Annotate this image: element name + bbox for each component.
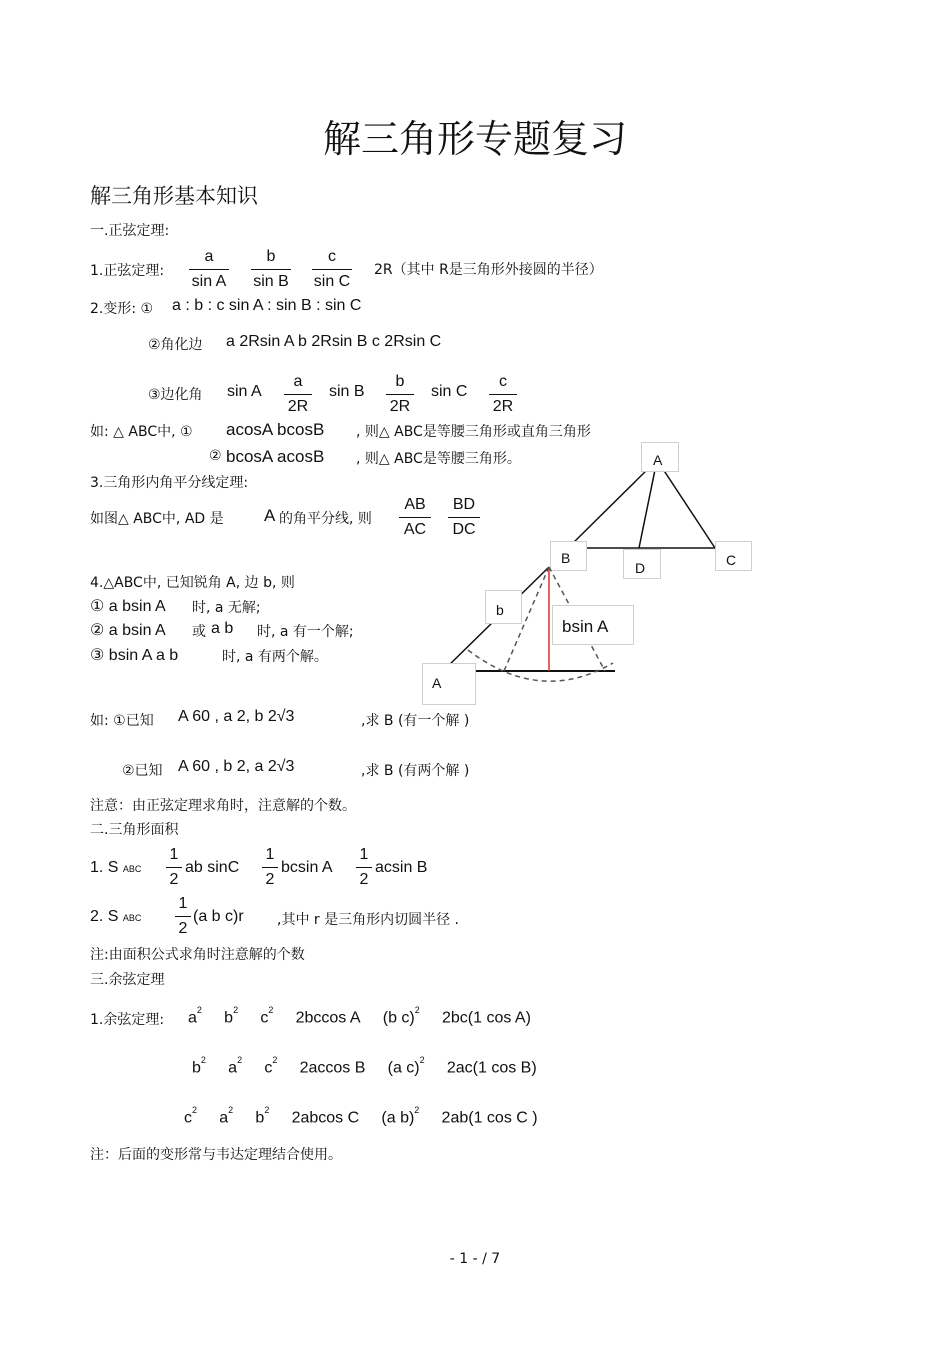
variation-3-label: ③边化角 — [148, 387, 203, 403]
cosine-line-1: $a^2$ $b^2$ $c^2$ 2bccos A (b c)$^2$ 2bc(1 cos A) — [188, 1005, 531, 1027]
bisector-text-2: 的角平分线, 则 — [279, 511, 372, 527]
area-2-label: 2. S ABC — [90, 908, 142, 925]
sine-law-frac-c: c sin C — [313, 248, 351, 290]
page-title: 解三角形专题复习 — [322, 117, 627, 161]
s1-heading: 一.正弦定理: — [90, 223, 170, 239]
example-label: 如: △ ABC中, ① — [90, 424, 193, 440]
case-2-text: 时, a 有一个解; — [257, 624, 354, 640]
area-1-part-2: bcsin A — [281, 859, 333, 876]
case-2-mid: 或 — [192, 624, 206, 640]
bisector-A: A — [264, 506, 276, 525]
area-1-part-1: ab sinC — [185, 859, 240, 876]
sine-law-tail: 2R（其中 R是三角形外接圆的半径） — [374, 262, 603, 278]
side-AC — [657, 460, 715, 548]
sine-law-frac-a: a sin A — [189, 248, 229, 291]
bisector-heading: 3.三角形内角平分线定理: — [90, 475, 249, 491]
area-half-3: 1 2 — [356, 846, 372, 889]
s2-heading: 二.三角形面积 — [90, 822, 179, 838]
label-box-vertex-A — [422, 663, 476, 705]
area-2-math: (a b c)r — [193, 908, 244, 925]
height-label: bsin A — [562, 617, 609, 636]
example-2-math: bcosA acosB — [226, 447, 325, 466]
area-1-label: 1. S ABC — [90, 859, 142, 876]
sine-law-frac-b: b sin B — [251, 248, 291, 291]
example-3-label: 如: ①已知 — [90, 713, 154, 729]
point-D-label: D — [635, 560, 646, 576]
variation-label: 2.变形: ① — [90, 301, 154, 317]
bisector-frac-1: AB AC — [399, 496, 431, 539]
area-1-part-3: acsin B — [375, 859, 428, 876]
sine-law-label: 1.正弦定理: — [90, 263, 165, 279]
variation-3-sinC: sin C — [431, 383, 468, 400]
page-number: - 1 - / 7 — [449, 1251, 501, 1267]
case-1-math: ① a bsin A — [90, 598, 166, 615]
variation-2: a 2Rsin A b 2Rsin B c 2Rsin C — [226, 333, 442, 350]
case-3-text: 时, a 有两个解。 — [222, 649, 328, 665]
example-3-tail: ,求 B (有一个解 ) — [361, 713, 470, 729]
variation-3-sinA: sin A — [227, 383, 262, 400]
cosine-law-label: 1.余弦定理: — [90, 1012, 165, 1028]
bisector-text-1: 如图△ ABC中, AD 是 — [90, 511, 224, 527]
variation-2-label: ②角化边 — [148, 337, 203, 353]
bisector-AD — [639, 460, 657, 548]
vertex-A-label: A — [653, 452, 663, 468]
figure2-vertex-A-label: A — [432, 675, 442, 691]
cosine-line-2: $b^2$ $a^2$ $c^2$ 2accos B (a c)$^2$ 2ac(1 cos B) — [192, 1055, 537, 1077]
variation-3-frac-b: b 2R — [386, 373, 414, 416]
area-2-half: 1 2 — [175, 895, 191, 938]
vertex-C-label: C — [726, 552, 737, 568]
s3-heading: 三.余弦定理 — [90, 972, 165, 988]
cosine-line-3: $c^2$ $a^2$ $b^2$ 2abcos C (a b)$^2$ 2ab(1 cos C ) — [184, 1105, 538, 1127]
side-AB — [568, 460, 657, 548]
side-b-label: b — [496, 602, 504, 618]
area-half-1: 1 2 — [166, 846, 182, 889]
variation-1: a : b : c sin A : sin B : sin C — [172, 297, 362, 314]
example-1-text: , 则△ ABC是等腰三角形或直角三角形 — [356, 424, 591, 440]
area-half-2: 1 2 — [262, 846, 278, 889]
example-2-text: , 则△ ABC是等腰三角形。 — [356, 451, 521, 467]
sine-note: 注意：由正弦定理求角时，注意解的个数。 — [90, 798, 356, 814]
example-3-math: A 60 , a 2, b 2√3 — [178, 708, 295, 725]
example-1-math: acosA bcosB — [226, 420, 325, 439]
acute-heading: 4.△ABC中, 已知锐角 A, 边 b, 则 — [90, 575, 295, 591]
example-2-label: ② — [209, 448, 222, 464]
example-4-tail: ,求 B (有两个解 ) — [361, 763, 470, 779]
case-2-math: ② a bsin A — [90, 622, 166, 639]
section-heading: 解三角形基本知识 — [90, 184, 258, 208]
case-2-math-2: a b — [211, 620, 234, 637]
cosine-note: 注：后面的变形常与韦达定理结合使用。 — [90, 1147, 342, 1163]
variation-3-frac-c: c 2R — [489, 373, 517, 416]
case-3-math: ③ bsin A a b — [90, 647, 179, 664]
area-note: 注:由面积公式求角时注意解的个数 — [90, 947, 305, 963]
vertex-B-label: B — [561, 550, 571, 566]
example-4-label: ②已知 — [122, 763, 163, 779]
example-4-math: A 60 , b 2, a 2√3 — [178, 758, 295, 775]
variation-3-sinB: sin B — [329, 383, 365, 400]
area-2-text: ,其中 r 是三角形内切圆半径 . — [277, 912, 460, 928]
variation-3-frac-a: a 2R — [284, 373, 312, 416]
dashed-arc — [468, 650, 613, 681]
bisector-frac-2: BD DC — [448, 496, 480, 539]
case-1-text: 时, a 无解; — [192, 600, 261, 616]
